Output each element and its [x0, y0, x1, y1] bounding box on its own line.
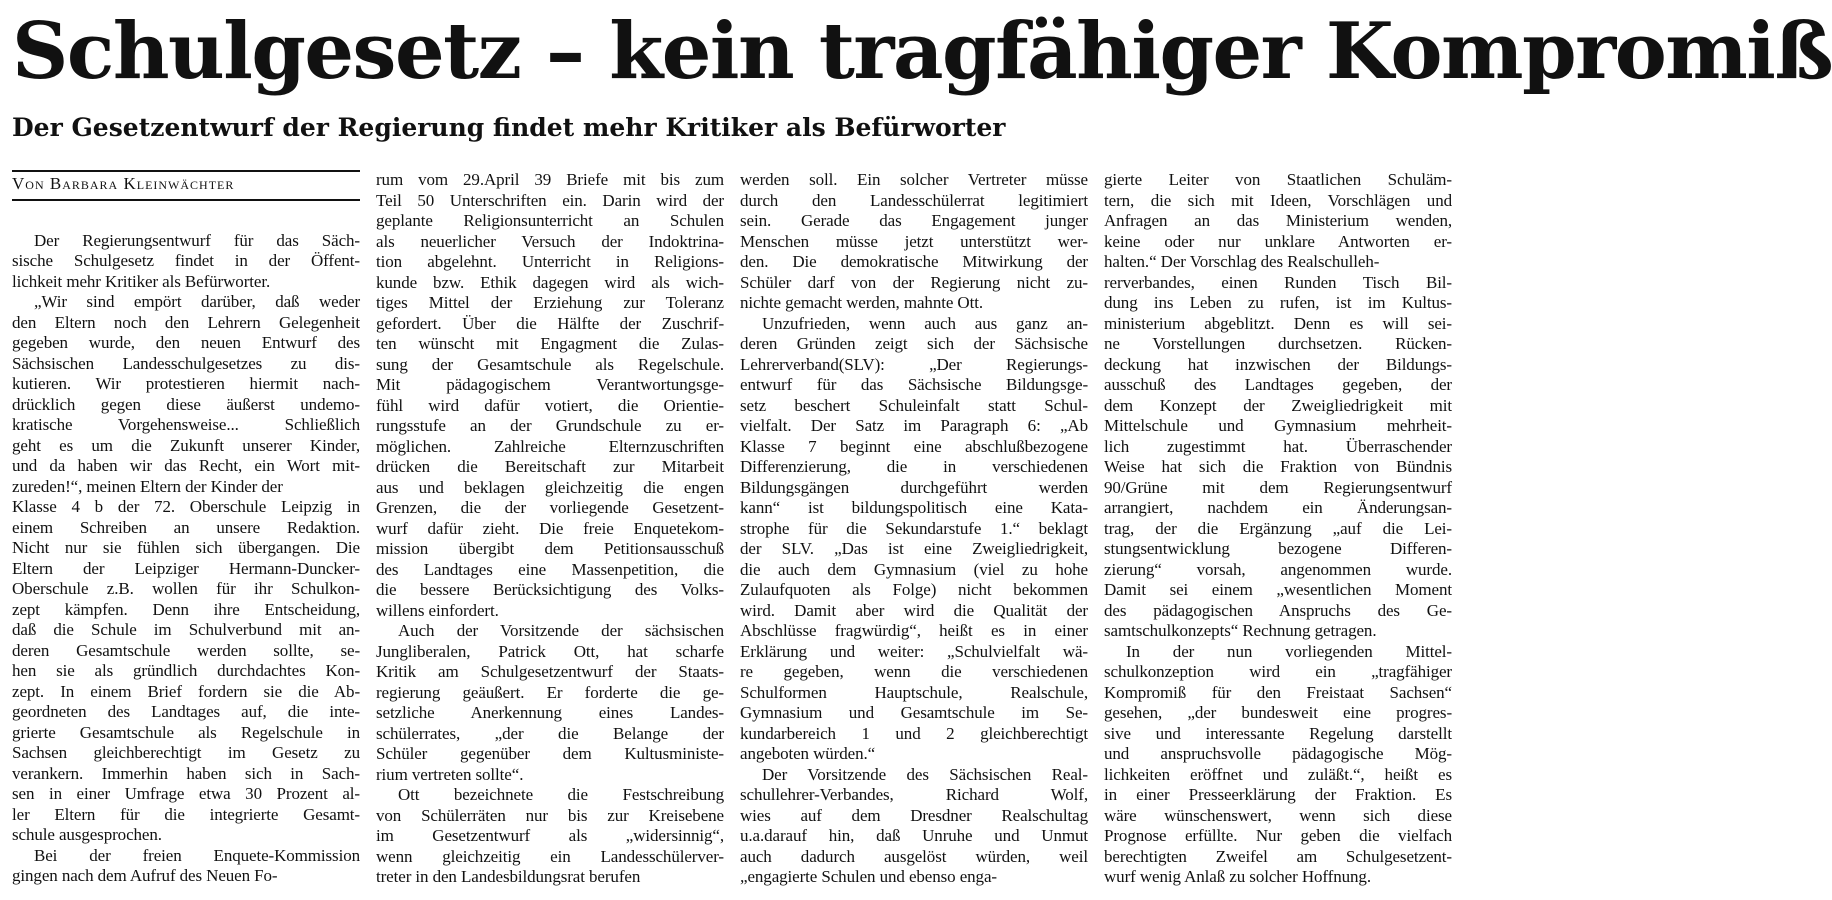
- text-line: strophe für die Sekundarstufe 1.“ beklagt: [740, 518, 1088, 538]
- text-line: Grenzen, die der vorliegende Gesetzent-: [376, 498, 724, 517]
- text-line: wenn gleichzeitig ein Landesschülerver-: [376, 846, 724, 866]
- text-line: Bei der freien Enquete-Kommission: [34, 845, 360, 865]
- text-line: schule ausgesprochen.: [12, 825, 162, 844]
- text-line: möglichen. Zahlreiche Elternzuschriften: [376, 436, 724, 456]
- text-line: setzliche Anerkennung eines Landes-: [376, 703, 724, 722]
- subheadline: Der Gesetzentwurf der Regierung findet mehr Kritiker als Befürworter: [12, 113, 1006, 142]
- text-line: setz beschert Schuleinfalt statt Schul-: [740, 395, 1088, 415]
- text-line: schulkonzeption wird ein „tragfähiger: [1104, 662, 1452, 681]
- text-line: rium vertreten sollte“.: [376, 764, 524, 784]
- column-lines: [12, 231, 360, 887]
- text-line: wurf wenig Anlaß zu solcher Hoffnung.: [1104, 867, 1371, 886]
- text-line: gesehen, „der bundesweit eine progres-: [1104, 703, 1452, 722]
- text-line: zept kämpfen. Denn ihre Entscheidung,: [12, 599, 360, 619]
- text-line: Differenzierung, die in verschiedenen: [740, 457, 1088, 476]
- text-line: dung ins Leben zu rufen, ist im Kultus-: [1104, 293, 1452, 312]
- text-line: Schüler darf von der Regierung nicht zu-: [740, 272, 1088, 292]
- text-line: deren Gründen zeigt sich der Sächsische: [740, 334, 1088, 353]
- headline: Schulgesetz – kein tragfähiger Kompromiß: [12, 6, 1832, 97]
- text-line: Prognose erfüllte. Nur geben die vielfach: [1104, 826, 1452, 845]
- text-line: Kompromiß für den Freistaat Sachsen“: [1104, 682, 1452, 702]
- text-line: Klasse 7 beginnt eine abschlußbezogene: [740, 436, 1088, 456]
- text-line: trag, der die Ergänzung „auf die Lei-: [1104, 518, 1452, 538]
- column-lines: [1104, 170, 1452, 888]
- text-line: deckung hat inzwischen der Bildungs-: [1104, 354, 1452, 374]
- text-line: wurf dafür zieht. Die freie Enquetekom-: [376, 518, 724, 538]
- text-line: Kritik am Schulgesetzentwurf der Staats-: [376, 662, 724, 681]
- text-line: lichkeit mehr Kritiker als Befürworter.: [12, 271, 271, 291]
- text-line: einem Schreiben an unsere Redaktion.: [12, 517, 360, 537]
- text-line: u.a.darauf hin, daß Unruhe und Unmut: [740, 826, 1088, 845]
- text-line: drücken die Bereitschaft zur Mitarbeit: [376, 457, 724, 476]
- text-line: des Landtages eine Massenpetition, die: [376, 559, 724, 579]
- text-line: Mittelschule und Gymnasium mehrheit-: [1104, 416, 1452, 435]
- text-line: tiges Mittel der Erziehung zur Toleranz: [376, 293, 724, 312]
- text-line: Eltern der Leipziger Hermann-Duncker-: [12, 558, 360, 578]
- text-line: Weise hat sich die Fraktion von Bündnis: [1104, 457, 1452, 476]
- text-line: sen in einer Umfrage etwa 30 Prozent al-: [12, 784, 360, 803]
- article-column-2: [376, 170, 724, 888]
- text-line: im Gesetzentwurf als „widersinnig“,: [376, 826, 724, 845]
- text-line: Damit sei einem „wesentlichen Moment: [1104, 580, 1452, 599]
- text-line: mission übergibt dem Petitionsausschuß: [376, 539, 724, 558]
- text-line: den Eltern noch den Lehrern Gelegenheit: [12, 312, 360, 332]
- text-line: Jungliberalen, Patrick Ott, hat scharfe: [376, 641, 724, 661]
- text-line: rerverbandes, einen Runden Tisch Bil-: [1104, 272, 1452, 292]
- text-line: wird. Damit aber wird die Qualität der: [740, 600, 1088, 620]
- text-line: und anspruchsvolle pädagogische Mög-: [1104, 744, 1452, 763]
- text-line: rum vom 29.April 39 Briefe mit bis zum: [376, 170, 724, 189]
- text-line: sung der Gesamtschule als Regelschule.: [376, 354, 724, 374]
- text-line: „Wir sind empört darüber, daß weder: [34, 292, 360, 311]
- text-line: entwurf für das Sächsische Bildungsge-: [740, 375, 1088, 394]
- text-line: ne Vorstellungen durchsetzen. Rücken-: [1104, 334, 1452, 353]
- text-line: Anfragen an das Ministerium wenden,: [1104, 211, 1452, 230]
- text-line: halten.“ Der Vorschlag des Realschulleh-: [1104, 252, 1380, 271]
- text-line: Auch der Vorsitzende der sächsischen: [398, 621, 724, 640]
- text-line: keine oder nur unklare Antworten er-: [1104, 231, 1452, 251]
- text-line: kratische Vorgehensweise... Schließlich: [12, 415, 360, 434]
- text-line: regierung geäußert. Er forderte die ge-: [376, 682, 724, 702]
- text-line: Der Regierungsentwurf für das Säch-: [34, 230, 360, 250]
- text-line: werden soll. Ein solcher Vertreter müsse: [740, 170, 1088, 189]
- text-line: kutieren. Wir protestieren hiermit nach-: [12, 374, 360, 393]
- text-line: berechtigten Zweifel am Schulgesetzent-: [1104, 846, 1452, 866]
- text-line: „engagierte Schulen und ebenso enga-: [740, 867, 997, 886]
- text-line: Klasse 4 b der 72. Oberschule Leipzig in: [12, 497, 360, 516]
- text-line: gingen nach dem Aufruf des Neuen Fo-: [12, 866, 278, 885]
- text-line: aus und beklagen gleichzeitig die engen: [376, 477, 724, 497]
- text-line: schülerrates, „der die Belange der: [376, 723, 724, 743]
- text-line: verankern. Immerhin haben sich in Sach-: [12, 763, 360, 783]
- text-line: hen sie als gründlich durchdachtes Kon-: [12, 661, 360, 680]
- text-line: Bildungsgängen durchgeführt werden: [740, 477, 1088, 497]
- text-line: tern, die sich mit Ideen, Vorschlägen und: [1104, 190, 1452, 210]
- column-lines: [740, 170, 1088, 888]
- text-line: Erklärung und weiter: „Schulvielfalt wä-: [740, 641, 1088, 661]
- text-line: Teil 50 Unterschriften ein. Darin wird der: [376, 190, 724, 210]
- text-line: und da haben wir das Recht, ein Wort mit-: [12, 456, 360, 475]
- text-line: lichkeiten eröffnet und zuläßt.“, heißt es: [1104, 764, 1452, 784]
- text-line: geht es um die Zukunft unserer Kinder,: [12, 435, 360, 455]
- text-line: treter in den Landesbildungsrat berufen: [376, 867, 641, 886]
- text-line: re gegeben, wenn die verschiedenen: [740, 662, 1088, 681]
- text-line: Schüler gegenüber dem Kultusministe-: [376, 744, 724, 763]
- text-line: sive und interessante Regelung darstellt: [1104, 723, 1452, 743]
- byline: Von Barbara Kleinwächter: [12, 170, 360, 201]
- article-column-3: [740, 170, 1088, 888]
- text-line: ler Eltern für die integrierte Gesamt-: [12, 804, 360, 824]
- text-line: nichte gemacht werden, mahnte Ott.: [740, 293, 984, 312]
- column-lines: [376, 170, 724, 888]
- text-line: Gymnasium und Gesamtschule im Se-: [740, 703, 1088, 722]
- text-line: Nicht nur sie fühlen sich übergangen. Die: [12, 538, 360, 557]
- text-line: Abschlüsse fragwürdig“, heißt es in einer: [740, 621, 1088, 640]
- text-line: grierte Gesamtschule als Regelschule in: [12, 722, 360, 742]
- text-line: arrangiert, nachdem ein Änderungsan-: [1104, 498, 1452, 517]
- text-line: willens einfordert.: [376, 600, 499, 620]
- text-line: angeboten würden.“: [740, 744, 876, 763]
- text-line: 90/Grüne mit dem Regierungsentwurf: [1104, 477, 1452, 497]
- text-line: gierte Leiter von Staatlichen Schuläm-: [1104, 170, 1452, 189]
- text-line: in einer Presseerklärung der Fraktion. Es: [1104, 785, 1452, 804]
- text-line: kann“ ist bildungspolitisch eine Kata-: [740, 498, 1088, 517]
- text-line: Sachsen gleichberechtigt im Gesetz zu: [12, 743, 360, 762]
- text-line: Ott bezeichnete die Festschreibung: [398, 785, 724, 804]
- text-line: die auch dem Gymnasium (viel zu hohe: [740, 559, 1088, 579]
- text-line: ministerium abgeblitzt. Denn es will sei-: [1104, 313, 1452, 333]
- text-line: lich zugestimmt hat. Überraschender: [1104, 436, 1452, 456]
- text-line: wies auf dem Dresdner Realschultag: [740, 805, 1088, 825]
- text-line: kundarbereich 1 und 2 gleichberechtigt: [740, 723, 1088, 743]
- text-line: als neuerlicher Versuch der Indoktrina-: [376, 231, 724, 251]
- text-line: kunde bzw. Ethik dagegen wird als wich-: [376, 272, 724, 292]
- text-line: der SLV. „Das ist eine Zweigliedrigkeit,: [740, 539, 1088, 558]
- text-line: rungsstufe an der Grundschule zu er-: [376, 416, 724, 435]
- text-line: vielfalt. Der Satz im Paragraph 6: „Ab: [740, 416, 1088, 435]
- text-line: durch den Landesschülerrat legitimiert: [740, 190, 1088, 210]
- text-line: des pädagogischen Anspruchs des Ge-: [1104, 600, 1452, 620]
- article-column-4: [1104, 170, 1452, 888]
- text-line: drücklich gegen diese äußerst undemo-: [12, 394, 360, 414]
- text-line: Sächsischen Landesschulgesetzes zu dis-: [12, 353, 360, 373]
- text-line: wäre wünschenswert, wenn sich diese: [1104, 805, 1452, 825]
- text-line: dem Konzept der Zweigliedrigkeit mit: [1104, 395, 1452, 415]
- text-line: gegeben wurde, den neuen Entwurf des: [12, 333, 360, 352]
- article-column-1: [12, 170, 360, 887]
- text-line: Unzufrieden, wenn auch aus ganz an-: [762, 313, 1088, 333]
- text-line: Menschen müsse jetzt unterstützt wer-: [740, 231, 1088, 251]
- text-line: zierung“ vorsah, angenommen wurde.: [1104, 559, 1452, 579]
- text-line: sein. Gerade das Engagement junger: [740, 211, 1088, 230]
- text-line: auch dadurch ausgelöst würden, weil: [740, 846, 1088, 866]
- text-line: Schulformen Hauptschule, Realschule,: [740, 682, 1088, 702]
- text-line: Der Vorsitzende des Sächsischen Real-: [762, 764, 1088, 784]
- text-line: geordneten des Landtages auf, die inte-: [12, 702, 360, 721]
- text-line: geplante Religionsunterricht an Schulen: [376, 211, 724, 230]
- text-line: In der nun vorliegenden Mittel-: [1126, 641, 1452, 661]
- text-line: ten wünscht mit Engagment die Zulas-: [376, 334, 724, 353]
- text-line: zept. In einem Brief fordern sie die Ab-: [12, 681, 360, 701]
- text-line: samtschulkonzepts“ Rechnung getragen.: [1104, 621, 1377, 640]
- text-line: tion abgelehnt. Unterricht in Religions-: [376, 252, 724, 271]
- text-line: zureden!“, meinen Eltern der Kinder der: [12, 476, 283, 496]
- text-line: sische Schulgesetz findet in der Öffent-: [12, 251, 360, 270]
- text-line: schullehrer-Verbandes, Richard Wolf,: [740, 785, 1088, 804]
- text-line: deren Gesamtschule werden sollte, se-: [12, 640, 360, 660]
- text-line: ausschuß des Landtages gegeben, der: [1104, 375, 1452, 394]
- text-line: fühl wird dafür votiert, die Orientie-: [376, 395, 724, 415]
- text-line: daß die Schule im Schulverbund mit an-: [12, 620, 360, 639]
- text-line: die bessere Berücksichtigung des Volks-: [376, 580, 724, 599]
- text-line: Zulaufquoten als Folge) nicht bekommen: [740, 580, 1088, 599]
- text-line: stungsentwicklung bezogene Differen-: [1104, 539, 1452, 558]
- text-line: Lehrerverband(SLV): „Der Regierungs-: [740, 354, 1088, 374]
- text-line: den. Die demokratische Mitwirkung der: [740, 252, 1088, 271]
- text-line: Mit pädagogischem Verantwortungsge-: [376, 375, 724, 394]
- text-line: gefordert. Über die Hälfte der Zuschrif-: [376, 313, 724, 333]
- text-line: von Schülerräten nur bis zur Kreisebene: [376, 805, 724, 825]
- text-line: Oberschule z.B. wollen für ihr Schulkon-: [12, 579, 360, 598]
